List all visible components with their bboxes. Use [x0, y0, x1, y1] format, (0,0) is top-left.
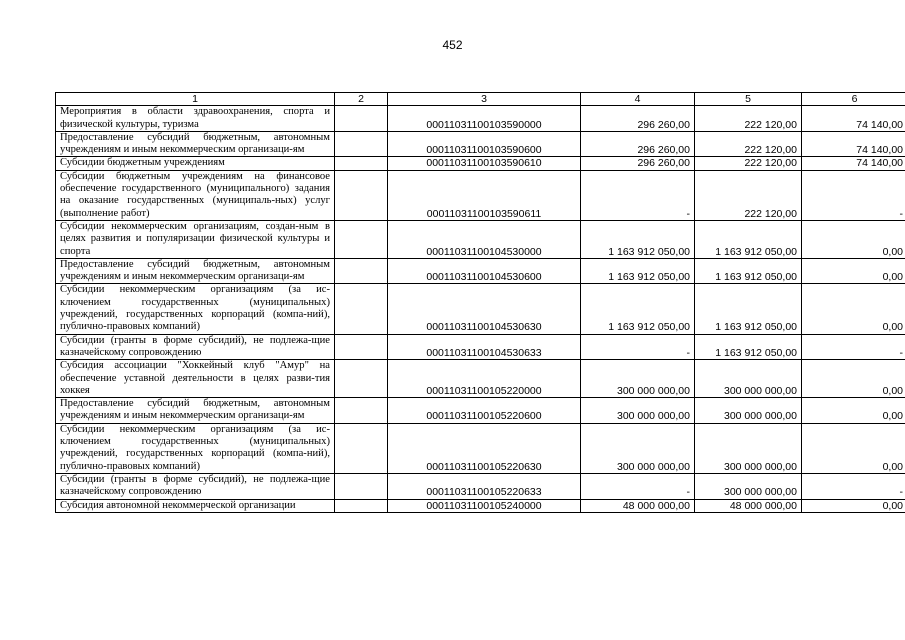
row-description: Субсидия ассоциации "Хоккейный клуб "Амур" на обеспечение уставной деятельности в целях разви-тия хоккея — [56, 360, 335, 398]
row-description: Субсидии некоммерческим организациям (за ис-ключением государственных (муниципальных) учреждений, государственных корпораций (компа-ний), публично-правовых компаний) — [56, 423, 335, 473]
row-col2 — [335, 473, 388, 499]
row-value-5: 300 000 000,00 — [695, 473, 802, 499]
row-code: 00011031100104530630 — [388, 284, 581, 334]
row-description: Субсидии некоммерческим организациям (за ис-ключением государственных (муниципальных) учреждений, государственных корпораций (компа-ний), публично-правовых компаний) — [56, 284, 335, 334]
row-code: 00011031100105220600 — [388, 398, 581, 424]
row-description: Субсидия автономной некоммерческой организации — [56, 499, 335, 512]
row-value-5: 222 120,00 — [695, 131, 802, 157]
row-value-6: 74 140,00 — [802, 106, 905, 132]
row-value-6: - — [802, 473, 905, 499]
row-col2 — [335, 170, 388, 220]
row-description: Субсидии (гранты в форме субсидий), не подлежа-щие казначейскому сопровождению — [56, 334, 335, 360]
row-col2 — [335, 258, 388, 284]
row-value-5: 300 000 000,00 — [695, 398, 802, 424]
row-code: 00011031100105240000 — [388, 499, 581, 512]
budget-table — [55, 92, 905, 513]
row-value-6: - — [802, 170, 905, 220]
row-value-5: 300 000 000,00 — [695, 360, 802, 398]
page-number: 452 — [442, 38, 463, 52]
table-row — [56, 170, 905, 220]
row-code: 00011031100104530633 — [388, 334, 581, 360]
column-header: 1 — [56, 93, 335, 106]
row-value-4: 296 260,00 — [581, 131, 695, 157]
table-row — [56, 334, 905, 360]
table-row — [56, 220, 905, 258]
table-row — [56, 473, 905, 499]
row-code: 00011031100105220630 — [388, 423, 581, 473]
row-code: 00011031100103590611 — [388, 170, 581, 220]
row-description: Мероприятия в области здравоохранения, спорта и физической культуры, туризма — [56, 106, 335, 132]
table-row — [56, 499, 905, 512]
row-col2 — [335, 334, 388, 360]
row-col2 — [335, 131, 388, 157]
row-col2 — [335, 360, 388, 398]
table-row — [56, 258, 905, 284]
row-value-5: 48 000 000,00 — [695, 499, 802, 512]
row-value-5: 1 163 912 050,00 — [695, 220, 802, 258]
row-code: 00011031100105220633 — [388, 473, 581, 499]
row-value-5: 222 120,00 — [695, 157, 802, 170]
row-value-4: 48 000 000,00 — [581, 499, 695, 512]
row-description: Субсидии (гранты в форме субсидий), не подлежа-щие казначейскому сопровождению — [56, 473, 335, 499]
row-description: Субсидии бюджетным учреждениям на финансовое обеспечение государственного (муниципального) задания на оказание государственных (муниципаль-ных) услуг (выполнение работ) — [56, 170, 335, 220]
table-row — [56, 106, 905, 132]
row-value-5: 1 163 912 050,00 — [695, 284, 802, 334]
table-header-row — [56, 93, 905, 106]
row-col2 — [335, 106, 388, 132]
table-row — [56, 157, 905, 170]
row-col2 — [335, 499, 388, 512]
row-code: 00011031100103590610 — [388, 157, 581, 170]
table-row — [56, 284, 905, 334]
column-header: 2 — [335, 93, 388, 106]
row-description: Субсидии бюджетным учреждениям — [56, 157, 335, 170]
table-row — [56, 131, 905, 157]
row-value-6: 74 140,00 — [802, 131, 905, 157]
row-value-4: 300 000 000,00 — [581, 398, 695, 424]
row-value-5: 1 163 912 050,00 — [695, 334, 802, 360]
row-value-5: 222 120,00 — [695, 106, 802, 132]
table-row — [56, 423, 905, 473]
row-code: 00011031100104530600 — [388, 258, 581, 284]
table-row — [56, 398, 905, 424]
row-value-6: 0,00 — [802, 360, 905, 398]
row-value-6: - — [802, 334, 905, 360]
table-row — [56, 360, 905, 398]
row-value-4: 300 000 000,00 — [581, 423, 695, 473]
row-value-4: 1 163 912 050,00 — [581, 284, 695, 334]
row-col2 — [335, 423, 388, 473]
row-value-6: 74 140,00 — [802, 157, 905, 170]
row-description: Предоставление субсидий бюджетным, автономным учреждениям и иным некоммерческим организаци-ям — [56, 258, 335, 284]
row-code: 00011031100103590000 — [388, 106, 581, 132]
row-value-6: 0,00 — [802, 258, 905, 284]
column-header: 6 — [802, 93, 905, 106]
row-code: 00011031100104530000 — [388, 220, 581, 258]
row-value-4: 1 163 912 050,00 — [581, 258, 695, 284]
row-code: 00011031100105220000 — [388, 360, 581, 398]
row-value-6: 0,00 — [802, 398, 905, 424]
row-description: Субсидии некоммерческим организациям, создан-ным в целях развития и популяризации физической культуры и спорта — [56, 220, 335, 258]
row-code: 00011031100103590600 — [388, 131, 581, 157]
row-description: Предоставление субсидий бюджетным, автономным учреждениям и иным некоммерческим организаци-ям — [56, 398, 335, 424]
row-value-4: - — [581, 170, 695, 220]
row-col2 — [335, 157, 388, 170]
row-value-4: 1 163 912 050,00 — [581, 220, 695, 258]
row-col2 — [335, 284, 388, 334]
row-value-5: 1 163 912 050,00 — [695, 258, 802, 284]
row-value-6: 0,00 — [802, 423, 905, 473]
row-value-4: - — [581, 334, 695, 360]
row-value-6: 0,00 — [802, 499, 905, 512]
row-value-4: 296 260,00 — [581, 106, 695, 132]
column-header: 3 — [388, 93, 581, 106]
row-value-5: 300 000 000,00 — [695, 423, 802, 473]
row-value-6: 0,00 — [802, 220, 905, 258]
column-header: 5 — [695, 93, 802, 106]
row-col2 — [335, 398, 388, 424]
row-value-5: 222 120,00 — [695, 170, 802, 220]
row-value-4: - — [581, 473, 695, 499]
row-value-4: 296 260,00 — [581, 157, 695, 170]
row-value-6: 0,00 — [802, 284, 905, 334]
row-col2 — [335, 220, 388, 258]
row-value-4: 300 000 000,00 — [581, 360, 695, 398]
row-description: Предоставление субсидий бюджетным, автономным учреждениям и иным некоммерческим организаци-ям — [56, 131, 335, 157]
column-header: 4 — [581, 93, 695, 106]
